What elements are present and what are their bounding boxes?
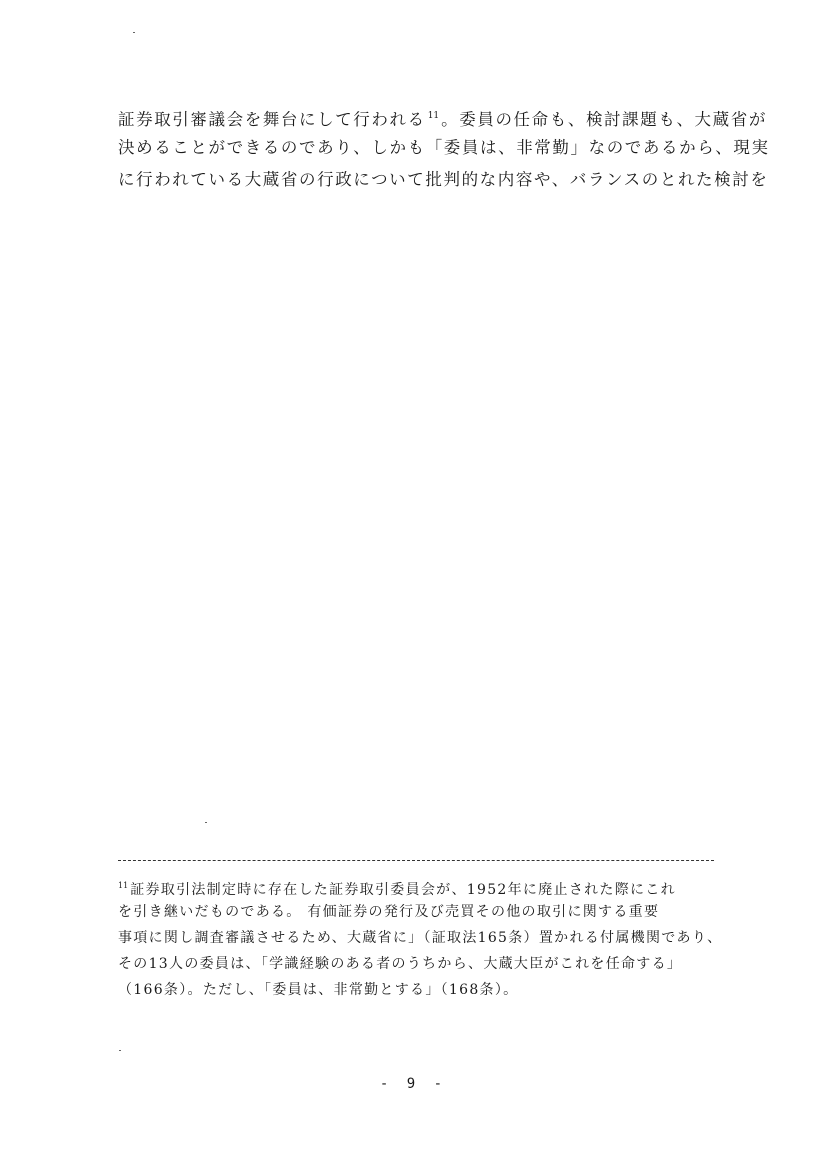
footnote-line-2: を引き継いだものである。 有価証券の発行及び売買その他の取引に関する重要 [118, 904, 660, 920]
footnote-line-1-text: 証券取引法制定時に存在した証券取引委員会が、1952年に廃止された際にこれ [130, 882, 676, 898]
body-line-3: に行われている大蔵省の行政について批判的な内容や、バランスのとれた検討を [118, 170, 769, 189]
scan-speck [205, 822, 207, 823]
footnote-separator [118, 860, 714, 861]
body-line-2: 決めることができるのであり、しかも「委員は、非常勤」なのであるから、現実 [118, 138, 770, 157]
body-text [118, 100, 770, 196]
footnote-line-4: その13人の委員は、「学識経験のある者のうちから、大蔵大臣がこれを任命する」 [118, 956, 683, 972]
body-line-1-continued: 。委員の任命も、検討課題も、大蔵省が [441, 110, 767, 129]
scan-speck [133, 32, 135, 33]
scan-speck [119, 1050, 121, 1051]
footnote-reference[interactable]: 11 [427, 111, 440, 121]
page-number: - 9 - [379, 1076, 448, 1092]
body-line-1-text: 証券取引審議会を舞台にして行われる [118, 110, 426, 129]
footnote-line-1 [118, 873, 728, 899]
footnote-block [118, 873, 728, 1003]
footnote-marker: 11 [118, 881, 129, 890]
body-line-1 [118, 100, 767, 132]
footnote-line-3: 事項に関し調査審議させるため、大蔵省に」（証取法165条）置かれる付属機関であり、 [118, 930, 723, 946]
footnote-line-5: （166条）。ただし、「委員は、非常勤とする」（168条）。 [118, 982, 519, 998]
